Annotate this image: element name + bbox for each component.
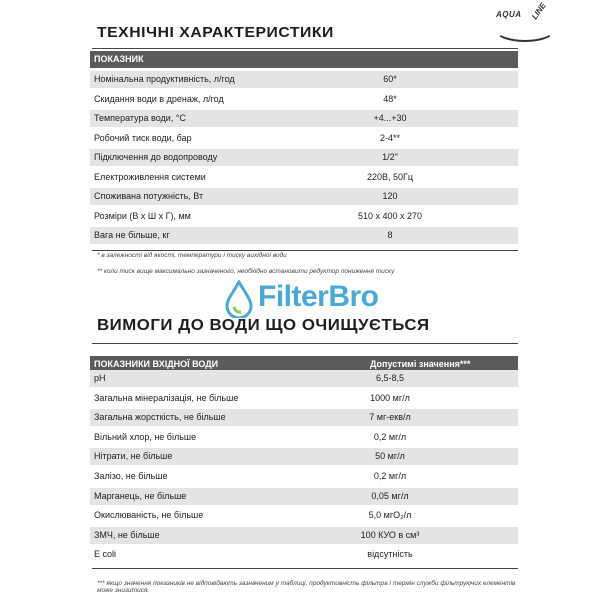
row-label: Температура води, °С <box>94 113 186 123</box>
specs-header-label: ПОКАЗНИК <box>94 54 144 64</box>
row-label: Споживана потужність, Вт <box>94 191 204 201</box>
watermark-text: FilterBro <box>258 280 379 313</box>
logo-swoosh-icon <box>494 16 556 42</box>
row-label: Окислюваність, не більше <box>94 510 204 521</box>
row-label: Розміри (В x Ш x Г), мм <box>94 210 191 221</box>
row-value: 0,05 мг/л <box>371 490 409 501</box>
row-label: Нітрати, не більше <box>94 451 173 462</box>
aqua-line-logo <box>490 1 560 46</box>
section-title-water-requirements: ВИМОГИ ДО ВОДИ ЩО ОЧИЩУЄТЬСЯ <box>97 317 430 334</box>
row-label: Електроживлення системи <box>94 171 206 182</box>
table-row <box>90 409 518 426</box>
row-label: Загальна жорсткість, не більше <box>94 412 226 423</box>
table-row <box>90 188 518 205</box>
row-value: 120 <box>382 191 398 201</box>
table-row <box>90 71 518 88</box>
specs-table-bottom-rule <box>92 250 518 251</box>
logo-text-top: AQUA <box>496 10 522 19</box>
water-header-value: Допустимі значення*** <box>370 359 471 369</box>
row-value: 8 <box>387 230 393 240</box>
row-label: Вага не більше, кг <box>94 230 170 240</box>
row-label: ЗМЧ, не більше <box>94 529 160 540</box>
row-value: 510 x 400 x 270 <box>357 210 423 221</box>
row-value: 60* <box>383 74 397 84</box>
table-row <box>90 527 518 544</box>
title-underline <box>92 48 518 49</box>
row-label: Залізо, не більше <box>94 471 168 481</box>
row-value: 1/2" <box>382 152 398 162</box>
section-title-specs: ТЕХНІЧНІ ХАРАКТЕРИСТИКИ <box>97 24 334 41</box>
water-note: *** якщо значення показників не відповідають зазначеним у таблиці, продуктивність фільтра і термін служби фільтруючих елементів може знизитися. <box>97 580 516 594</box>
row-value: 1000 мг/л <box>370 392 410 403</box>
table-row <box>90 227 518 244</box>
logo-text-bottom: LINE <box>530 1 548 22</box>
row-value: 0,2 мг/л <box>373 471 407 481</box>
row-label: Скидання води в дренаж, л/год <box>94 93 224 104</box>
table-row <box>90 91 518 108</box>
row-value: 0,2 мг/л <box>373 431 407 442</box>
table-row <box>90 110 518 127</box>
table-row <box>90 370 518 387</box>
specs-note-1: * в залежності від якості, температури і тиску вихідної води <box>97 252 287 259</box>
row-value: 48* <box>383 93 397 104</box>
water-header-label: ПОКАЗНИКИ ВХІДНОЇ ВОДИ <box>94 359 219 369</box>
row-label: Робочий тиск води, бар <box>94 132 192 143</box>
row-label: Вільний хлор, не більше <box>94 431 197 442</box>
specs-note-2: ** коли тиск вище максимально зазначеного, необхідно встановити редуктор пониження тиску <box>97 268 395 275</box>
row-label: E coli <box>94 549 117 560</box>
table-row <box>90 169 518 186</box>
row-value: 6,5-8,5 <box>375 373 405 383</box>
row-label: Номінальна продуктивність, л/год <box>94 74 235 84</box>
water-table-bottom-rule <box>92 568 518 569</box>
table-row <box>90 429 518 446</box>
row-label: Загальна мінералізація, не більше <box>94 392 239 403</box>
table-row <box>90 208 518 225</box>
row-label: pH <box>94 373 106 383</box>
table-row <box>90 546 518 563</box>
title-underline-2 <box>92 343 518 344</box>
row-label: Підключення до водопроводу <box>94 152 218 162</box>
row-value: +4...+30 <box>373 113 407 123</box>
row-value: 5,0 мгО₂/л <box>368 510 412 521</box>
water-drop-icon <box>224 280 254 318</box>
row-label: Марганець, не більше <box>94 490 187 501</box>
table-row <box>90 448 518 465</box>
row-value: 7 мг-екв/л <box>369 412 411 423</box>
row-value: 2-4** <box>379 132 401 143</box>
table-row <box>90 507 518 524</box>
specs-table-header <box>90 51 518 68</box>
row-value: відсутність <box>367 549 413 560</box>
table-row <box>90 390 518 407</box>
row-value: 100 КУО в см³ <box>360 529 420 540</box>
row-value: 50 мг/л <box>375 451 405 462</box>
filterbro-watermark <box>222 278 392 322</box>
table-row <box>90 130 518 147</box>
table-row <box>90 488 518 505</box>
table-row <box>90 468 518 485</box>
table-row <box>90 149 518 166</box>
row-value: 220В, 50Гц <box>366 171 414 182</box>
